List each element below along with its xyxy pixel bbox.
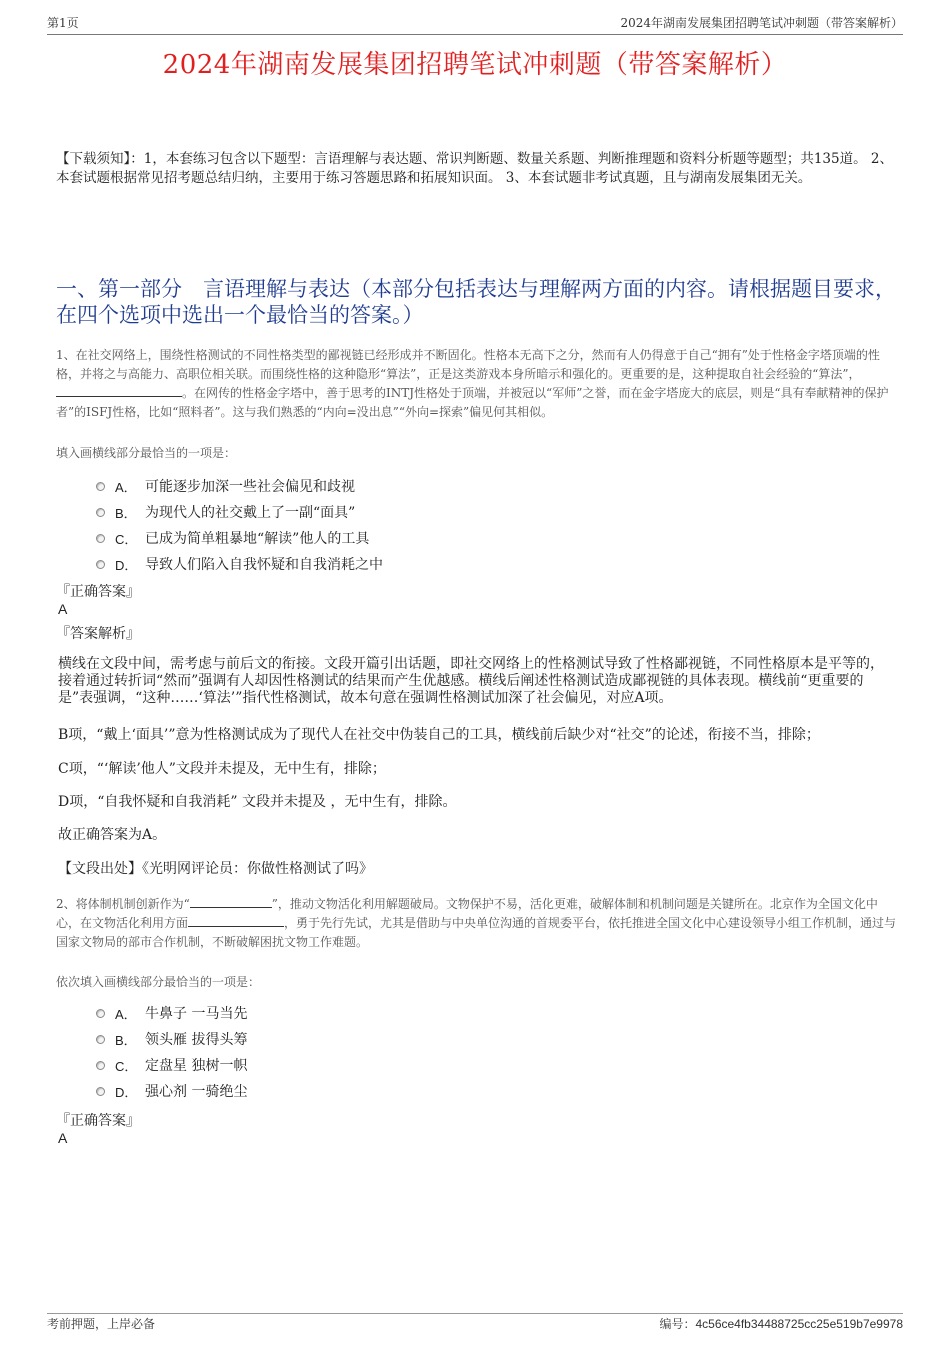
- option-b[interactable]: [96, 499, 383, 525]
- correct-answer-value: A: [58, 1130, 68, 1146]
- document-code-label: 编号：: [659, 1317, 696, 1331]
- analysis-label: 『答案解析』: [56, 626, 140, 642]
- analysis-paragraph: D项，“自我怀疑和自我消耗” 文段并未提及 ，无中生有，排除。: [58, 794, 457, 810]
- option-key: B．: [115, 1032, 137, 1048]
- radio-icon[interactable]: [96, 560, 105, 569]
- correct-answer-label: 『正确答案』: [56, 584, 140, 600]
- document-title: 2024年湖南发展集团招聘笔试冲刺题（带答案解析）: [162, 50, 788, 80]
- option-text: 导致人们陷入自我怀疑和自我消耗之中: [145, 557, 383, 573]
- correct-answer-label: 『正确答案』: [56, 1113, 140, 1129]
- footer-slogan: 考前押题，上岸必备: [47, 1317, 156, 1331]
- download-notice: 【下载须知】：1，本套练习包含以下题型：言语理解与表达题、常识判断题、数量关系题、判断推理题和资料分析题等题型；共135道。 2、本套试题根据常见招考题总结归纳，主要用于练习答题思路和拓展知识面。 3、本套试题非考试真题，且与湖南发展集团无关。: [56, 151, 893, 186]
- option-text: 定盘星 独树一帜: [145, 1058, 248, 1074]
- question-1-options: [96, 473, 383, 577]
- option-key: C．: [115, 1058, 138, 1074]
- radio-icon[interactable]: [96, 482, 105, 491]
- option-text: 已成为简单粗暴地“解读”他人的工具: [145, 531, 370, 547]
- page-footer: [47, 1313, 903, 1332]
- question-1-text-before: 1、在社交网络上，围绕性格测试的不同性格类型的鄙视链已经形成并不断固化。性格本无高下之分，然而有人仍得意于自己“拥有”处于性格金字塔顶端的性格，并将之与高能力、高职位相关联。而围绕性格的这种隐形“算法”，正是这类游戏本身所暗示和强化的。更重要的是，这种提取自社会经验的“算法”，: [56, 348, 880, 381]
- option-key: A．: [115, 479, 137, 495]
- section-heading: 一、第一部分 言语理解与表达（本部分包括表达与理解两方面的内容。请根据题目要求，在四个选项中选出一个最恰当的答案。）: [56, 277, 896, 327]
- question-1-text-after: 。在网传的性格金字塔中，善于思考的INTJ性格处于顶端，并被冠以“军师”之誉，而在金字塔庞大的底层，则是“具有奉献精神的保护者”的ISFJ性格，比如“照料者”。这与我们熟悉的“内向=没出息”“外向=探索”偏见何其相似。: [56, 386, 889, 419]
- question-2-text-part3: ，勇于先行先试，尤其是借助与中央单位沟通的首规委平台，依托推进全国文化中心建设领导小组工作机制，通过与国家文物局的部市合作机制，不断破解困扰文物工作难题。: [56, 916, 897, 949]
- option-d[interactable]: [96, 551, 383, 577]
- radio-icon[interactable]: [96, 1061, 105, 1070]
- option-a[interactable]: [96, 1000, 247, 1026]
- header-doc-title: 2024年湖南发展集团招聘笔试冲刺题（带答案解析）: [620, 16, 903, 30]
- option-key: C．: [115, 531, 138, 547]
- document-code: [659, 1315, 903, 1332]
- radio-icon[interactable]: [96, 1035, 105, 1044]
- option-text: 领头雁 拔得头筹: [145, 1032, 248, 1048]
- option-key: D．: [115, 557, 138, 573]
- question-2-prompt: 依次填入画横线部分最恰当的一项是：: [56, 975, 261, 989]
- question-1-body: [56, 346, 898, 422]
- page-header: [47, 14, 903, 35]
- page-number: 第1页: [47, 16, 79, 30]
- question-1-prompt: 填入画横线部分最恰当的一项是：: [56, 446, 237, 460]
- document-code-value: 4c56ce4fb34488725cc25e519b7e9978: [695, 1317, 903, 1331]
- option-key: D．: [115, 1084, 138, 1100]
- analysis-paragraph: B项，“戴上‘面具’”意为性格测试成为了现代人在社交中伪装自己的工具，横线前后缺少对“社交”的论述，衔接不当，排除；: [58, 727, 820, 743]
- source-citation: 【文段出处】《光明网评论员：你做性格测试了吗》: [58, 861, 373, 877]
- option-key: B．: [115, 505, 137, 521]
- radio-icon[interactable]: [96, 1087, 105, 1096]
- question-2-text-part2: ”，推动文物活化利用解题破局。文物保护不易，活化更难，破解体制和机制问题是关键所在。北京作为全国文化中心，在文物活化利用方面: [56, 897, 878, 930]
- option-text: 可能逐步加深一些社会偏见和歧视: [145, 479, 355, 495]
- option-text: 牛鼻子 一马当先: [145, 1006, 248, 1022]
- answer-blank: [190, 895, 272, 908]
- option-b[interactable]: [96, 1026, 247, 1052]
- option-c[interactable]: [96, 1052, 247, 1078]
- analysis-paragraph: C项，“‘解读’他人”文段并未提及，无中生有，排除；: [58, 761, 386, 777]
- option-d[interactable]: [96, 1078, 247, 1104]
- radio-icon[interactable]: [96, 1009, 105, 1018]
- option-key: A．: [115, 1006, 137, 1022]
- option-a[interactable]: [96, 473, 383, 499]
- question-2-body: [56, 895, 898, 952]
- radio-icon[interactable]: [96, 508, 105, 517]
- option-c[interactable]: [96, 525, 383, 551]
- answer-blank: [56, 384, 182, 397]
- question-2-text-part1: 2、将体制机制创新作为“: [56, 897, 190, 911]
- answer-blank: [188, 914, 284, 927]
- radio-icon[interactable]: [96, 534, 105, 543]
- question-2-options: [96, 1000, 247, 1104]
- option-text: 为现代人的社交戴上了一副“面具”: [145, 505, 356, 521]
- option-text: 强心剂 一骑绝尘: [145, 1084, 248, 1100]
- analysis-paragraph: 故正确答案为A。: [58, 827, 167, 843]
- analysis-paragraph: 横线在文段中间，需考虑与前后文的衔接。文段开篇引出话题，即社交网络上的性格测试导致了性格鄙视链，不同性格原本是平等的，接着通过转折词“然而”强调有人却因性格测试的结果而产生优越感。横线后阐述性格测试造成鄙视链的具体表现。横线前“更重要的是”表强调，“这种……‘算法’”指代性格测试，故本句意在强调性格测试加深了社会偏见，对应A项。: [58, 656, 884, 706]
- correct-answer-value: A: [58, 601, 68, 617]
